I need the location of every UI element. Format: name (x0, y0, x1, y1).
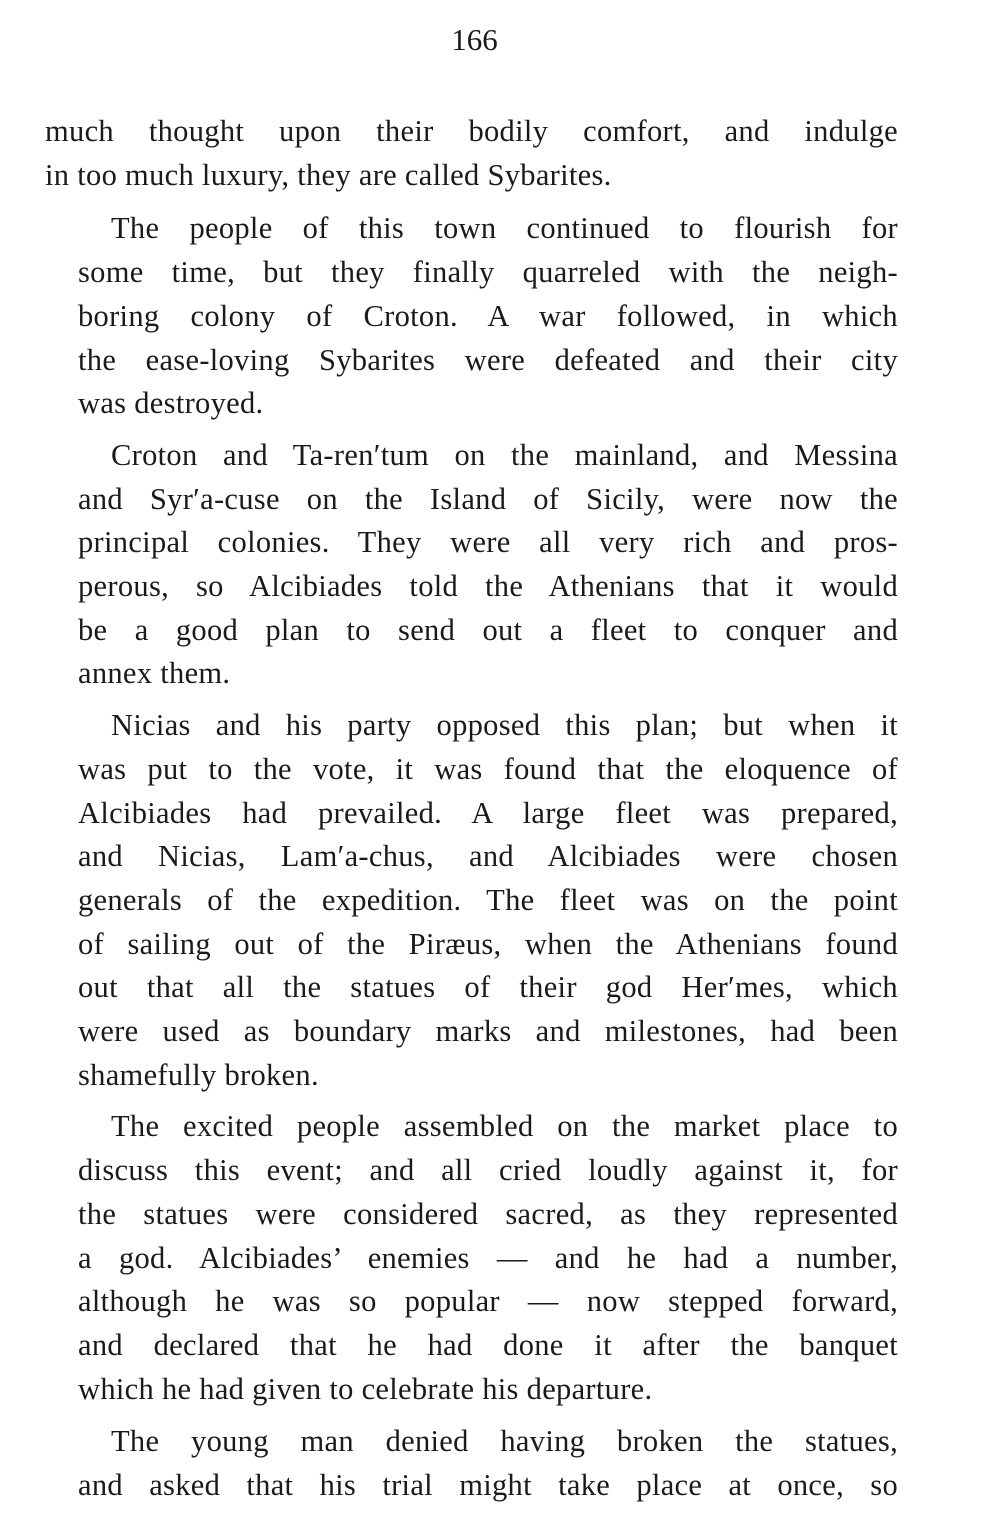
book-page (45, 18, 898, 1508)
page-number: 166 (451, 22, 498, 57)
text-line: and asked that his trial might take place at once, so (78, 1468, 898, 1503)
text-line: much thought upon their bodily comfort, and indulge (45, 114, 898, 148)
text-line: generals of the expedition. The fleet was on the point (78, 882, 898, 917)
text-line: out that all the statues of their god Her′mes, which (78, 970, 898, 1005)
text-line: boring colony of Croton. A war followed, in which (78, 298, 898, 333)
text-line: were used as boundary marks and milestones, had been (78, 1014, 898, 1049)
text-line: and declared that he had done it after the banquet (78, 1327, 898, 1362)
text-line: discuss this event; and all cried loudly against it, for (78, 1153, 898, 1188)
text-line: which he had given to celebrate his departure. (78, 1371, 653, 1406)
text-line: a god. Alcibiades’ enemies — and he had a number, (78, 1240, 898, 1275)
text-line: The young man denied having broken the statues, (111, 1424, 898, 1459)
text-line: of sailing out of the Piræus, when the Athenians found (78, 926, 898, 961)
text-line: perous, so Alcibiades told the Athenians that it would (78, 569, 898, 604)
paragraph (45, 704, 898, 1097)
text-line: Alcibiades had prevailed. A large fleet was prepared, (78, 795, 898, 830)
text-line: principal colonies. They were all very rich and pros- (78, 525, 898, 560)
text-line: although he was so popular — now stepped forward, (78, 1284, 898, 1319)
text-line: Nicias and his party opposed this plan; but when it (111, 708, 898, 743)
text-line: shamefully broken. (78, 1057, 319, 1092)
text-line: the ease-loving Sybarites were defeated and their city (78, 342, 898, 377)
paragraph (45, 1420, 898, 1507)
text-line: the statues were considered sacred, as they represented (78, 1196, 898, 1231)
text-line: annex them. (78, 656, 231, 691)
text-line: was destroyed. (78, 386, 264, 421)
text-line: Croton and Ta-ren′tum on the mainland, and Messina (111, 437, 898, 472)
paragraph (45, 434, 898, 696)
text-line: The people of this town continued to flourish for (111, 211, 898, 246)
paragraph (45, 110, 898, 197)
text-line: some time, but they finally quarreled with the neigh- (78, 255, 898, 290)
text-line: The excited people assembled on the market place to (111, 1109, 898, 1144)
text-body (45, 110, 898, 1508)
paragraph (45, 1105, 898, 1411)
paragraph (45, 207, 898, 426)
text-line: was put to the vote, it was found that the eloquence of (78, 751, 898, 786)
text-line: be a good plan to send out a fleet to conquer and (78, 612, 898, 647)
text-line: and Syr′a-cuse on the Island of Sicily, were now the (78, 481, 898, 516)
text-line: in too much luxury, they are called Sybarites. (45, 157, 612, 192)
text-line: and Nicias, Lam′a-chus, and Alcibiades were chosen (78, 839, 898, 874)
